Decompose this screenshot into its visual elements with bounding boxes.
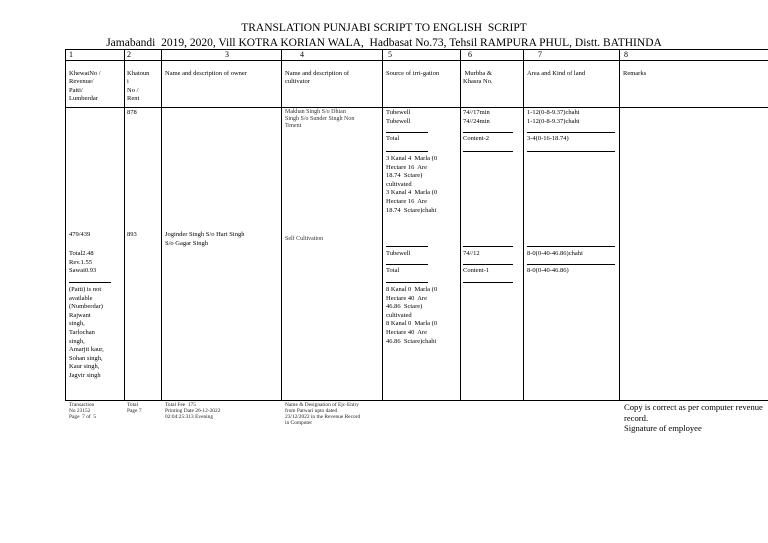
header-cultivator: Name and description of cultivator [285, 70, 350, 86]
murbba-khasra: 74//12 [463, 250, 480, 257]
divider [463, 132, 513, 133]
divider [527, 151, 615, 152]
divider [463, 246, 513, 247]
header-area: Area and Kind of land [527, 70, 586, 77]
document-subtitle: Jamabandi 2019, 2020, Vill KOTRA KORIAN WALA, Hadbasat No.73, Tehsil RAMPURA PHUL, Distt. BATHINDA [106, 37, 662, 49]
divider [527, 246, 615, 247]
column-number: 6 [468, 50, 472, 59]
document-title: TRANSLATION PUNJABI SCRIPT TO ENGLISH SCRIPT [241, 22, 527, 34]
column-number: 4 [300, 50, 304, 59]
divider [386, 246, 428, 247]
divider [527, 264, 615, 265]
total-label: Total [386, 135, 400, 142]
fee-print-info: Total Fee 175 Printing Date 26-12-2022 02:04:25:313 Evening [165, 402, 221, 421]
rule-header [65, 107, 768, 108]
divider [463, 151, 513, 152]
owner-name: Joginder Singh S/o Hari Singh S/o Gagar Singh [165, 231, 245, 247]
col-line [161, 49, 162, 401]
cultivator-name: Self Cultivation [285, 236, 324, 242]
rule-footer [65, 400, 768, 401]
total-page-info: Total Page 7 [127, 402, 142, 415]
divider [386, 264, 428, 265]
irrigation-area-summary: 3 Kanal 4 Marla (0 Hectare 16 Are 18.74 Sctare) cultivated 3 Kanal 4 Marla (0 Hectare 16 Are 18.74 Sctare)chahi [386, 155, 438, 214]
col-line [460, 49, 461, 401]
divider [527, 132, 615, 133]
col-line [124, 49, 125, 401]
col-line [382, 49, 383, 401]
col-line [619, 49, 620, 401]
total-label: Total [386, 267, 400, 274]
divider [386, 282, 428, 283]
col-line [523, 49, 524, 401]
divider [463, 282, 513, 283]
column-number: 2 [127, 50, 131, 59]
header-khewat: KhewatNo / Revenue/ Patti/ Lumberdar [69, 70, 101, 102]
divider [386, 151, 428, 152]
header-irrigation: Source of irri-gation [386, 70, 440, 77]
content-count: Content-1 [463, 267, 489, 274]
header-owner: Name and description of owner [165, 70, 247, 77]
khatoni-number: 893 [127, 231, 137, 238]
divider [386, 132, 428, 133]
designation-info: Name & Designation of Ejc-Entry from Patwari upto dated 23/12/2022 in the Revenue Record in Computer [285, 402, 361, 427]
divider [69, 282, 111, 283]
column-number: 7 [538, 50, 542, 59]
col-line [65, 49, 66, 401]
irrigation-source: Tubewell Tubewell [386, 109, 411, 125]
column-number: 3 [225, 50, 229, 59]
transaction-info: Transaction No 23152 Page 7 of 5 [69, 402, 97, 421]
cultivator-name: Makhan Singh S/o Dhian Singh S/o Sunder Singh Non Tenent [285, 109, 355, 130]
column-number: 1 [69, 50, 73, 59]
area-kind: 1-12(0-8-9.37)chahi 1-12(0-8-9.37)chahi [527, 109, 580, 125]
content-count: Content-2 [463, 135, 489, 142]
area-total: 3-4(0-16-18.74) [527, 135, 569, 142]
irrigation-source: Tubewell [386, 250, 411, 257]
patti-numberdar-note: (Patti) is not available (Numberdar) Rajwant singh, Tarlochan singh, Amarjit kaur, Sohan singh, Kaur singh, Jagvir singh [69, 286, 104, 379]
header-murbba: Murbba & Khasra No. [463, 70, 493, 86]
divider [463, 264, 513, 265]
column-number: 5 [388, 50, 392, 59]
irrigation-area-summary: 8 Kanal 0 Marla (0 Hectare 40 Are 46.86 Sctare) cultivated 8 Kanal 0 Marla (0 Hectare 40 Are 46.86 Sctare)chahi [386, 286, 438, 345]
area-total: 8-0(0-40-46.86) [527, 267, 569, 274]
col-line [281, 49, 282, 401]
certification-note: Copy is correct as per computer revenue record. Signature of employee [624, 402, 763, 434]
area-kind: 8-0(0-40-46.86)chahi [527, 250, 583, 257]
murbba-khasra: 74//17min 74//24min [463, 109, 490, 125]
header-remarks: Remarks [623, 70, 647, 77]
header-khatoni: Khatoun i No / Rent [127, 70, 150, 102]
khewat-totals: Total2.48 Rev.1.55 Sawai0.93 [69, 250, 97, 275]
rule-top [65, 49, 768, 50]
khewat-number: 479/439 [69, 231, 91, 238]
column-number: 8 [624, 50, 628, 59]
khatoni-number: 878 [127, 109, 137, 116]
rule-colnum [65, 60, 768, 61]
